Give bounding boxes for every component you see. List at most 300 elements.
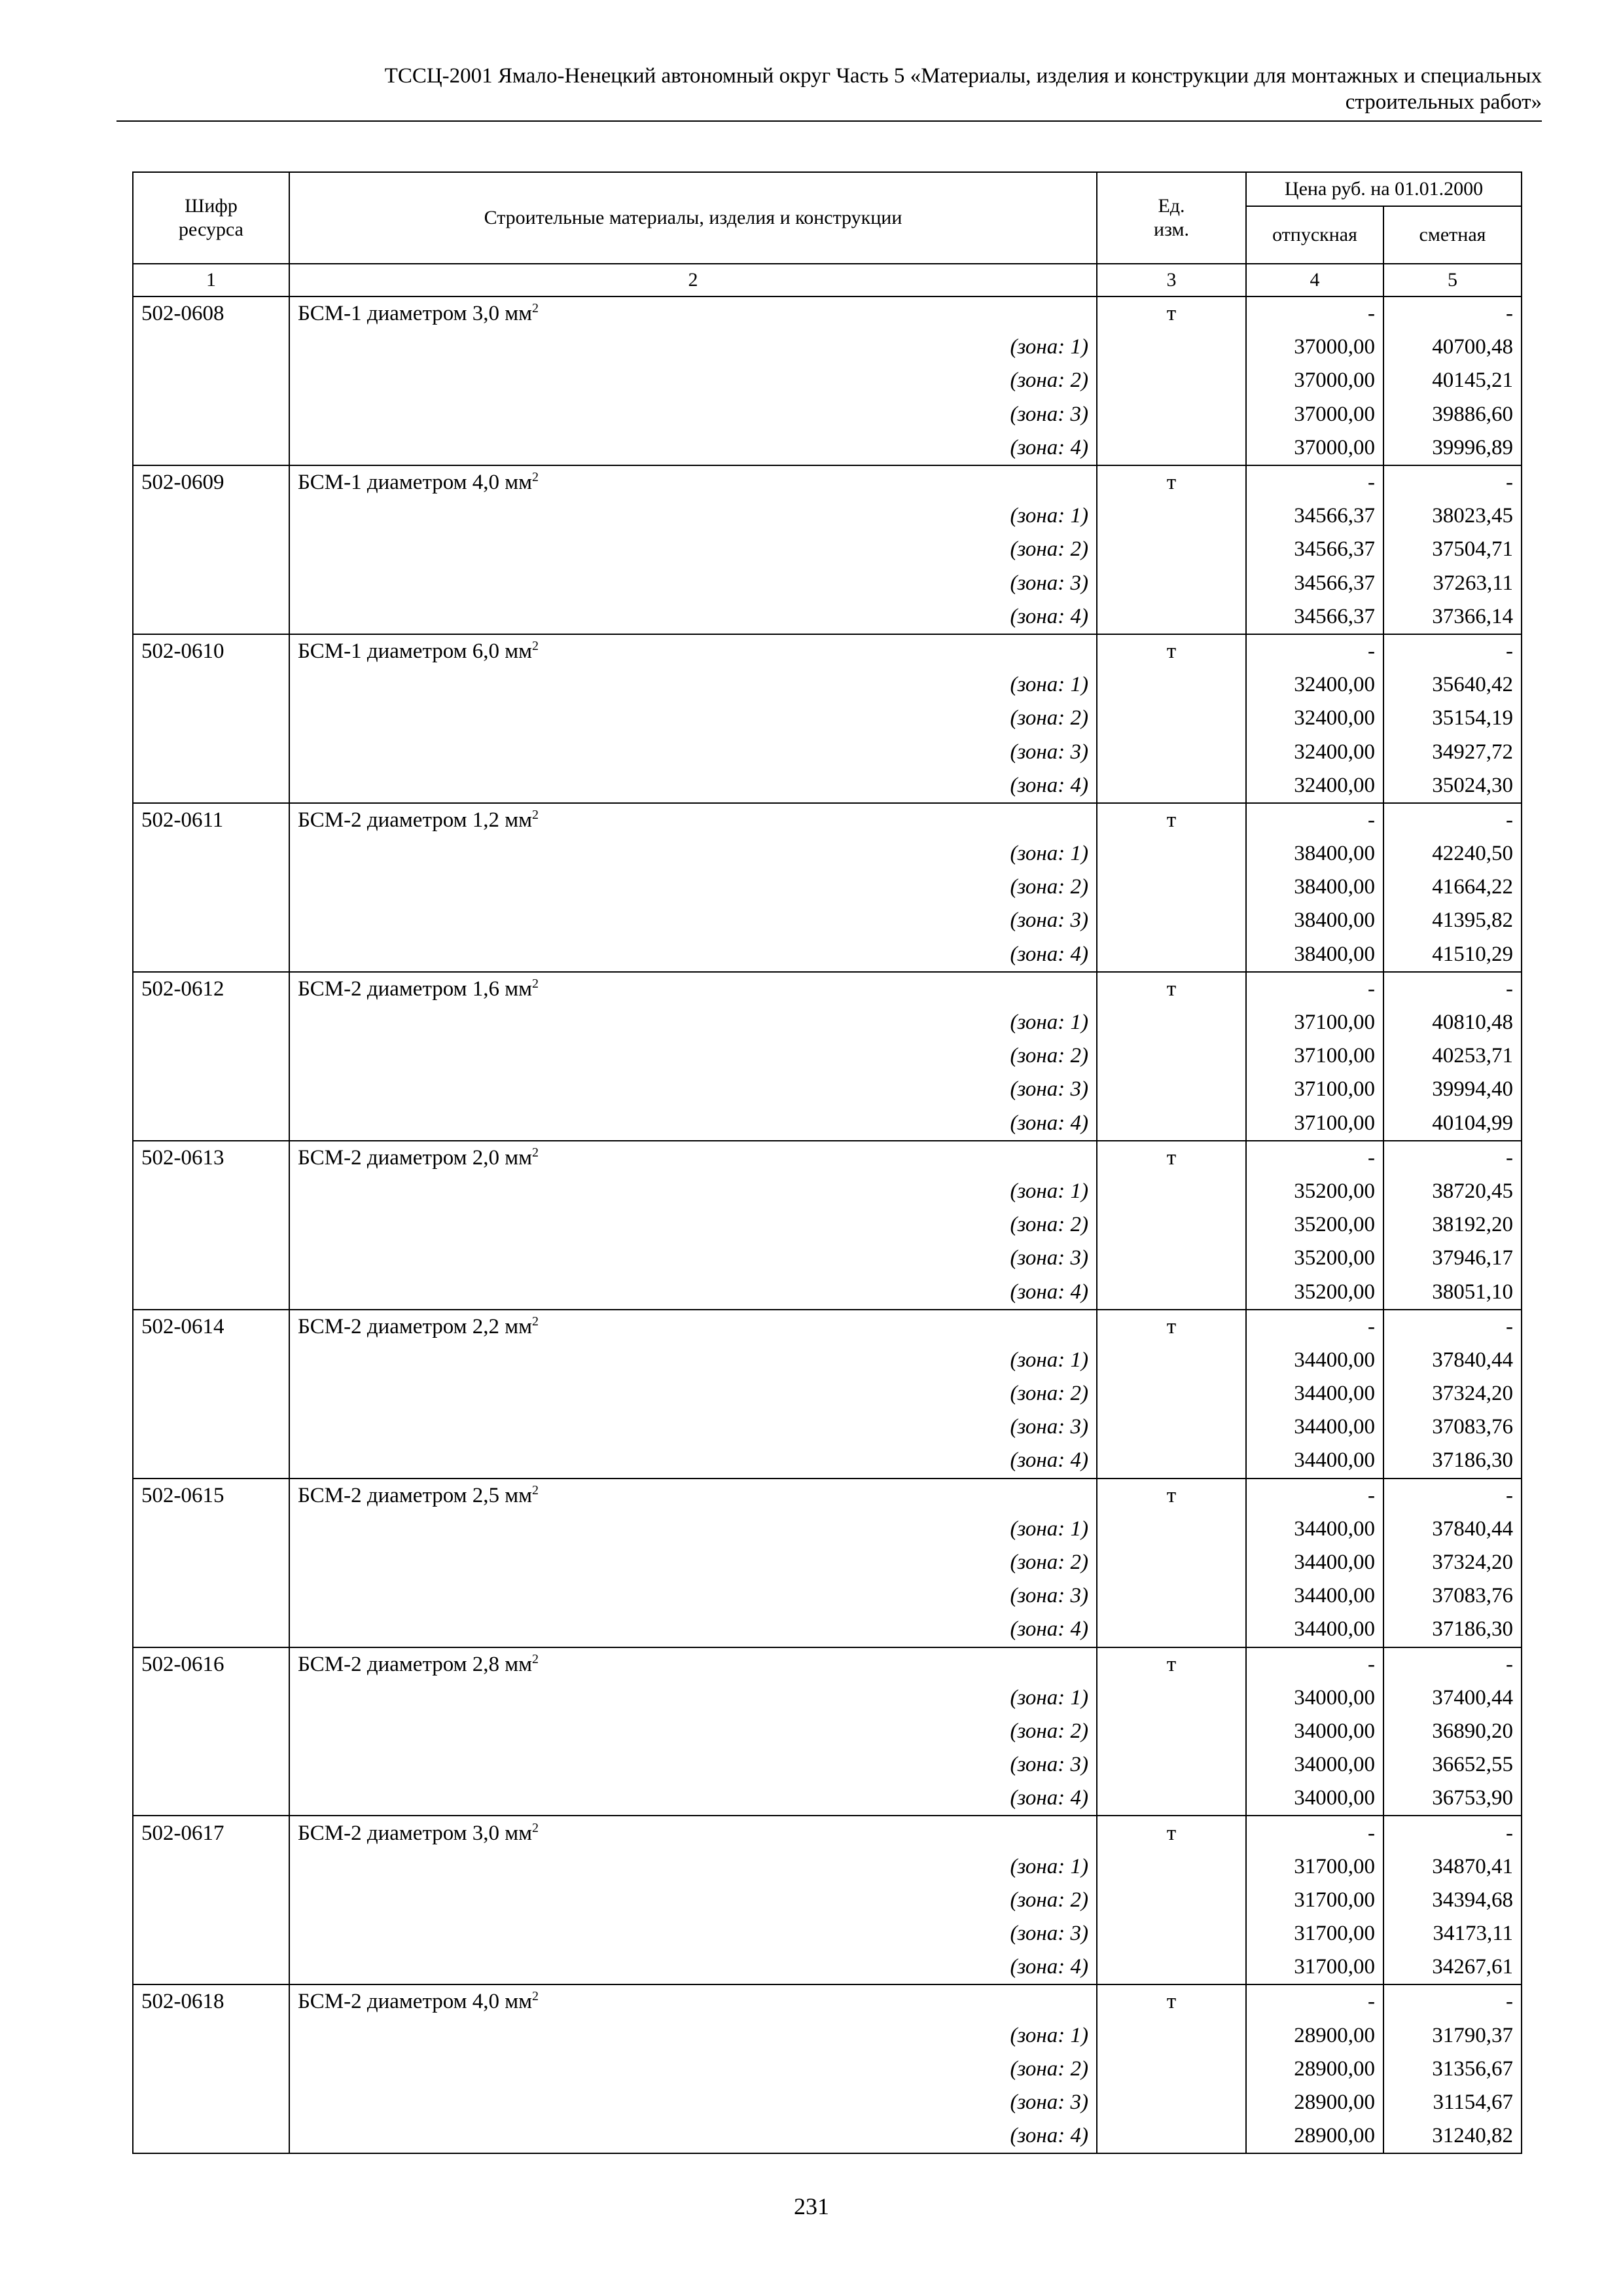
zone-estimate-price: 41664,22 (1383, 870, 1522, 904)
zone-label: (зона: 2) (289, 1377, 1097, 1410)
empty-cell (1097, 837, 1246, 870)
empty-cell (133, 2086, 289, 2119)
zone-label: (зона: 3) (289, 904, 1097, 937)
empty-cell (1097, 1039, 1246, 1073)
zone-row (133, 1073, 1522, 1106)
col-header-release: отпускная (1246, 206, 1383, 264)
empty-cell (1097, 1884, 1246, 1917)
table-row (133, 465, 1522, 499)
empty-cell (1097, 1073, 1246, 1106)
zone-release-price: 32400,00 (1246, 668, 1383, 702)
zone-row (133, 1748, 1522, 1782)
empty-cell (1097, 1107, 1246, 1141)
zone-row (133, 702, 1522, 735)
zone-release-price: 35200,00 (1246, 1242, 1383, 1275)
zone-label: (зона: 3) (289, 1410, 1097, 1444)
empty-cell (1097, 567, 1246, 600)
resource-code: 502-0615 (133, 1479, 289, 1513)
zone-release-price: 34400,00 (1246, 1613, 1383, 1647)
empty-cell (133, 1850, 289, 1884)
material-name-text: БСМ-2 диаметром 4,0 мм (298, 1990, 533, 2014)
release-price: - (1246, 1816, 1383, 1850)
zone-release-price: 37100,00 (1246, 1006, 1383, 1039)
zone-estimate-price: 36753,90 (1383, 1782, 1522, 1816)
zone-label: (зона: 1) (289, 668, 1097, 702)
empty-cell (1097, 364, 1246, 397)
empty-cell (133, 2119, 289, 2153)
zone-release-price: 37000,00 (1246, 431, 1383, 465)
estimate-price: - (1383, 1984, 1522, 2018)
zone-estimate-price: 31790,37 (1383, 2019, 1522, 2053)
table-row (133, 1984, 1522, 2018)
empty-cell (133, 1275, 289, 1309)
zone-release-price: 32400,00 (1246, 735, 1383, 768)
zone-estimate-price: 34927,72 (1383, 735, 1522, 768)
estimate-price: - (1383, 296, 1522, 331)
table-row (133, 296, 1522, 331)
empty-cell (133, 1546, 289, 1579)
empty-cell (1097, 499, 1246, 533)
zone-release-price: 37100,00 (1246, 1107, 1383, 1141)
empty-cell (1097, 1275, 1246, 1309)
material-name (289, 465, 1097, 499)
zone-row (133, 1513, 1522, 1546)
zone-estimate-price: 37186,30 (1383, 1613, 1522, 1647)
estimate-price: - (1383, 972, 1522, 1006)
release-price: - (1246, 465, 1383, 499)
zone-row (133, 1039, 1522, 1073)
empty-cell (133, 1513, 289, 1546)
empty-cell (1097, 398, 1246, 431)
zone-release-price: 34400,00 (1246, 1344, 1383, 1377)
empty-cell (1097, 1344, 1246, 1377)
zone-estimate-price: 40145,21 (1383, 364, 1522, 397)
material-name (289, 296, 1097, 331)
zone-label: (зона: 4) (289, 600, 1097, 634)
material-name (289, 634, 1097, 668)
zone-row (133, 938, 1522, 972)
zone-release-price: 34400,00 (1246, 1579, 1383, 1613)
zone-release-price: 32400,00 (1246, 702, 1383, 735)
table-row (133, 972, 1522, 1006)
zone-estimate-price: 37083,76 (1383, 1410, 1522, 1444)
zone-release-price: 34000,00 (1246, 1782, 1383, 1816)
zone-row (133, 2053, 1522, 2086)
zone-row (133, 1175, 1522, 1208)
col-header-unit-line-2: изм. (1154, 219, 1189, 240)
empty-cell (1097, 1208, 1246, 1242)
col-header-code-line-2: ресурса (179, 219, 243, 240)
superscript: 2 (532, 301, 539, 316)
zone-release-price: 34400,00 (1246, 1410, 1383, 1444)
empty-cell (133, 1175, 289, 1208)
zone-release-price: 34400,00 (1246, 1377, 1383, 1410)
zone-label: (зона: 2) (289, 702, 1097, 735)
zone-label: (зона: 4) (289, 1782, 1097, 1816)
zone-label: (зона: 1) (289, 1175, 1097, 1208)
table-row (133, 1141, 1522, 1175)
empty-cell (1097, 1377, 1246, 1410)
empty-cell (133, 567, 289, 600)
zone-label: (зона: 4) (289, 938, 1097, 972)
zone-row (133, 1242, 1522, 1275)
zone-estimate-price: 37400,44 (1383, 1681, 1522, 1715)
header-rule (116, 120, 1542, 122)
zone-estimate-price: 40810,48 (1383, 1006, 1522, 1039)
empty-cell (1097, 938, 1246, 972)
empty-cell (133, 398, 289, 431)
zone-estimate-price: 37083,76 (1383, 1579, 1522, 1613)
empty-cell (133, 1782, 289, 1816)
unit-of-measure: т (1097, 803, 1246, 837)
zone-release-price: 31700,00 (1246, 1850, 1383, 1884)
zone-row (133, 1107, 1522, 1141)
resource-code: 502-0610 (133, 634, 289, 668)
empty-cell (133, 1410, 289, 1444)
material-name (289, 1647, 1097, 1681)
zone-label: (зона: 2) (289, 2053, 1097, 2086)
zone-label: (зона: 3) (289, 2086, 1097, 2119)
zone-release-price: 31700,00 (1246, 1884, 1383, 1917)
zone-row (133, 567, 1522, 600)
empty-cell (1097, 735, 1246, 768)
zone-release-price: 34566,37 (1246, 600, 1383, 634)
resource-code: 502-0613 (133, 1141, 289, 1175)
empty-cell (133, 1444, 289, 1478)
zone-release-price: 31700,00 (1246, 1917, 1383, 1950)
zone-label: (зона: 2) (289, 1546, 1097, 1579)
unit-of-measure: т (1097, 972, 1246, 1006)
zone-row (133, 1917, 1522, 1950)
empty-cell (1097, 1715, 1246, 1748)
empty-cell (1097, 331, 1246, 364)
zone-label: (зона: 4) (289, 1444, 1097, 1478)
col-number-4: 4 (1246, 264, 1383, 296)
zone-estimate-price: 31356,67 (1383, 2053, 1522, 2086)
empty-cell (133, 1107, 289, 1141)
empty-cell (133, 702, 289, 735)
resource-code: 502-0609 (133, 465, 289, 499)
empty-cell (1097, 1579, 1246, 1613)
zone-row (133, 431, 1522, 465)
zone-row (133, 1344, 1522, 1377)
zone-release-price: 35200,00 (1246, 1208, 1383, 1242)
price-table-body (133, 296, 1522, 2153)
empty-cell (133, 735, 289, 768)
zone-estimate-price: 37263,11 (1383, 567, 1522, 600)
zone-estimate-price: 37840,44 (1383, 1513, 1522, 1546)
zone-row (133, 1377, 1522, 1410)
zone-estimate-price: 40253,71 (1383, 1039, 1522, 1073)
zone-row (133, 1950, 1522, 1984)
zone-release-price: 35200,00 (1246, 1175, 1383, 1208)
zone-estimate-price: 35024,30 (1383, 769, 1522, 803)
empty-cell (1097, 2053, 1246, 2086)
col-number-1: 1 (133, 264, 289, 296)
zone-label: (зона: 3) (289, 1242, 1097, 1275)
running-header-line-2: строительных работ» (1345, 90, 1542, 114)
zone-release-price: 35200,00 (1246, 1275, 1383, 1309)
release-price: - (1246, 1647, 1383, 1681)
price-table (132, 171, 1522, 2154)
zone-estimate-price: 40104,99 (1383, 1107, 1522, 1141)
empty-cell (1097, 1546, 1246, 1579)
estimate-price: - (1383, 1816, 1522, 1850)
empty-cell (1097, 1917, 1246, 1950)
material-name-text: БСМ-2 диаметром 2,0 мм (298, 1145, 533, 1170)
zone-estimate-price: 31240,82 (1383, 2119, 1522, 2153)
empty-cell (1097, 1782, 1246, 1816)
empty-cell (133, 533, 289, 566)
zone-label: (зона: 1) (289, 1344, 1097, 1377)
zone-release-price: 34566,37 (1246, 499, 1383, 533)
zone-estimate-price: 41510,29 (1383, 938, 1522, 972)
zone-release-price: 31700,00 (1246, 1950, 1383, 1984)
empty-cell (1097, 769, 1246, 803)
col-number-2: 2 (289, 264, 1097, 296)
resource-code: 502-0617 (133, 1816, 289, 1850)
unit-of-measure: т (1097, 1984, 1246, 2018)
release-price: - (1246, 296, 1383, 331)
col-header-price-group: Цена руб. на 01.01.2000 (1246, 172, 1522, 206)
zone-estimate-price: 31154,67 (1383, 2086, 1522, 2119)
estimate-price: - (1383, 1141, 1522, 1175)
unit-of-measure: т (1097, 1310, 1246, 1344)
release-price: - (1246, 1310, 1383, 1344)
zone-release-price: 28900,00 (1246, 2019, 1383, 2053)
zone-label: (зона: 3) (289, 735, 1097, 768)
empty-cell (1097, 1950, 1246, 1984)
col-header-unit-line-1: Ед. (1158, 195, 1185, 217)
zone-estimate-price: 42240,50 (1383, 837, 1522, 870)
zone-row (133, 1613, 1522, 1647)
zone-row (133, 533, 1522, 566)
resource-code: 502-0618 (133, 1984, 289, 2018)
empty-cell (1097, 1175, 1246, 1208)
zone-label: (зона: 2) (289, 1208, 1097, 1242)
zone-estimate-price: 34267,61 (1383, 1950, 1522, 1984)
empty-cell (1097, 668, 1246, 702)
estimate-price: - (1383, 465, 1522, 499)
zone-release-price: 37000,00 (1246, 331, 1383, 364)
zone-label: (зона: 1) (289, 2019, 1097, 2053)
zone-estimate-price: 36890,20 (1383, 1715, 1522, 1748)
zone-release-price: 28900,00 (1246, 2053, 1383, 2086)
zone-release-price: 38400,00 (1246, 938, 1383, 972)
zone-estimate-price: 37840,44 (1383, 1344, 1522, 1377)
release-price: - (1246, 1141, 1383, 1175)
superscript: 2 (532, 976, 539, 991)
zone-estimate-price: 34870,41 (1383, 1850, 1522, 1884)
zone-row (133, 1546, 1522, 1579)
empty-cell (1097, 1242, 1246, 1275)
empty-cell (133, 499, 289, 533)
empty-cell (1097, 1681, 1246, 1715)
zone-row (133, 837, 1522, 870)
zone-release-price: 32400,00 (1246, 769, 1383, 803)
zone-row (133, 2119, 1522, 2153)
empty-cell (1097, 1444, 1246, 1478)
empty-cell (133, 1884, 289, 1917)
col-header-code-line-1: Шифр (185, 195, 238, 217)
empty-cell (133, 2053, 289, 2086)
material-name (289, 1984, 1097, 2018)
material-name-text: БСМ-1 диаметром 3,0 мм (298, 302, 533, 326)
release-price: - (1246, 972, 1383, 1006)
running-header (118, 63, 1542, 115)
zone-estimate-price: 38192,20 (1383, 1208, 1522, 1242)
table-row (133, 1479, 1522, 1513)
estimate-price: - (1383, 803, 1522, 837)
release-price: - (1246, 1479, 1383, 1513)
col-header-unit (1097, 172, 1246, 264)
resource-code: 502-0611 (133, 803, 289, 837)
table-row (133, 634, 1522, 668)
zone-row (133, 364, 1522, 397)
zone-label: (зона: 4) (289, 1950, 1097, 1984)
empty-cell (133, 769, 289, 803)
zone-release-price: 38400,00 (1246, 837, 1383, 870)
empty-cell (1097, 870, 1246, 904)
zone-row (133, 1410, 1522, 1444)
empty-cell (133, 1039, 289, 1073)
material-name-text: БСМ-2 диаметром 2,8 мм (298, 1652, 533, 1676)
zone-label: (зона: 1) (289, 1850, 1097, 1884)
zone-label: (зона: 4) (289, 769, 1097, 803)
table-row (133, 1816, 1522, 1850)
zone-row (133, 1681, 1522, 1715)
zone-estimate-price: 38023,45 (1383, 499, 1522, 533)
material-name (289, 972, 1097, 1006)
col-number-5: 5 (1383, 264, 1522, 296)
material-name-text: БСМ-1 диаметром 6,0 мм (298, 639, 533, 663)
zone-release-price: 34400,00 (1246, 1513, 1383, 1546)
col-header-code (133, 172, 289, 264)
zone-row (133, 735, 1522, 768)
superscript: 2 (532, 1482, 539, 1498)
empty-cell (1097, 1850, 1246, 1884)
material-name-text: БСМ-2 диаметром 2,5 мм (298, 1483, 533, 1507)
zone-row (133, 398, 1522, 431)
empty-cell (1097, 702, 1246, 735)
unit-of-measure: т (1097, 1816, 1246, 1850)
empty-cell (133, 870, 289, 904)
empty-cell (1097, 431, 1246, 465)
zone-estimate-price: 38720,45 (1383, 1175, 1522, 1208)
empty-cell (1097, 2019, 1246, 2053)
zone-release-price: 37000,00 (1246, 364, 1383, 397)
zone-release-price: 34400,00 (1246, 1444, 1383, 1478)
zone-label: (зона: 4) (289, 1275, 1097, 1309)
empty-cell (1097, 1748, 1246, 1782)
empty-cell (133, 1748, 289, 1782)
zone-label: (зона: 1) (289, 837, 1097, 870)
zone-estimate-price: 39886,60 (1383, 398, 1522, 431)
zone-label: (зона: 3) (289, 567, 1097, 600)
zone-row (133, 1208, 1522, 1242)
material-name-text: БСМ-2 диаметром 1,6 мм (298, 977, 533, 1001)
table-row (133, 1310, 1522, 1344)
superscript: 2 (532, 638, 539, 653)
zone-label: (зона: 1) (289, 1006, 1097, 1039)
zone-row (133, 668, 1522, 702)
zone-label: (зона: 3) (289, 1073, 1097, 1106)
zone-estimate-price: 35640,42 (1383, 668, 1522, 702)
estimate-price: - (1383, 1479, 1522, 1513)
material-name-text: БСМ-2 диаметром 2,2 мм (298, 1314, 533, 1338)
zone-release-price: 34000,00 (1246, 1715, 1383, 1748)
unit-of-measure: т (1097, 296, 1246, 331)
zone-release-price: 37100,00 (1246, 1039, 1383, 1073)
empty-cell (133, 331, 289, 364)
zone-label: (зона: 4) (289, 431, 1097, 465)
empty-cell (1097, 2086, 1246, 2119)
zone-label: (зона: 2) (289, 1884, 1097, 1917)
empty-cell (133, 1613, 289, 1647)
empty-cell (133, 837, 289, 870)
empty-cell (133, 1344, 289, 1377)
zone-row (133, 331, 1522, 364)
zone-estimate-price: 41395,82 (1383, 904, 1522, 937)
resource-code: 502-0614 (133, 1310, 289, 1344)
zone-label: (зона: 4) (289, 1107, 1097, 1141)
empty-cell (133, 1715, 289, 1748)
zone-row (133, 2019, 1522, 2053)
material-name-text: БСМ-1 диаметром 4,0 мм (298, 471, 533, 495)
price-table-header (133, 172, 1522, 296)
empty-cell (1097, 533, 1246, 566)
zone-estimate-price: 34173,11 (1383, 1917, 1522, 1950)
zone-estimate-price: 37946,17 (1383, 1242, 1522, 1275)
zone-row (133, 769, 1522, 803)
zone-row (133, 2086, 1522, 2119)
superscript: 2 (532, 1989, 539, 2004)
zone-row (133, 1275, 1522, 1309)
material-name (289, 1479, 1097, 1513)
zone-estimate-price: 39996,89 (1383, 431, 1522, 465)
zone-row (133, 1782, 1522, 1816)
estimate-price: - (1383, 1310, 1522, 1344)
empty-cell (1097, 904, 1246, 937)
material-name (289, 1310, 1097, 1344)
resource-code: 502-0612 (133, 972, 289, 1006)
empty-cell (133, 1242, 289, 1275)
zone-row (133, 1579, 1522, 1613)
unit-of-measure: т (1097, 1479, 1246, 1513)
release-price: - (1246, 803, 1383, 837)
empty-cell (133, 1950, 289, 1984)
zone-release-price: 34000,00 (1246, 1681, 1383, 1715)
zone-row (133, 904, 1522, 937)
release-price: - (1246, 634, 1383, 668)
zone-label: (зона: 2) (289, 870, 1097, 904)
empty-cell (133, 1006, 289, 1039)
zone-row (133, 870, 1522, 904)
material-name (289, 1816, 1097, 1850)
empty-cell (133, 1377, 289, 1410)
estimate-price: - (1383, 634, 1522, 668)
empty-cell (1097, 1006, 1246, 1039)
resource-code: 502-0608 (133, 296, 289, 331)
material-name (289, 803, 1097, 837)
unit-of-measure: т (1097, 465, 1246, 499)
unit-of-measure: т (1097, 1647, 1246, 1681)
superscript: 2 (532, 470, 539, 485)
superscript: 2 (532, 807, 539, 822)
resource-code: 502-0616 (133, 1647, 289, 1681)
empty-cell (1097, 1513, 1246, 1546)
zone-label: (зона: 3) (289, 1917, 1097, 1950)
